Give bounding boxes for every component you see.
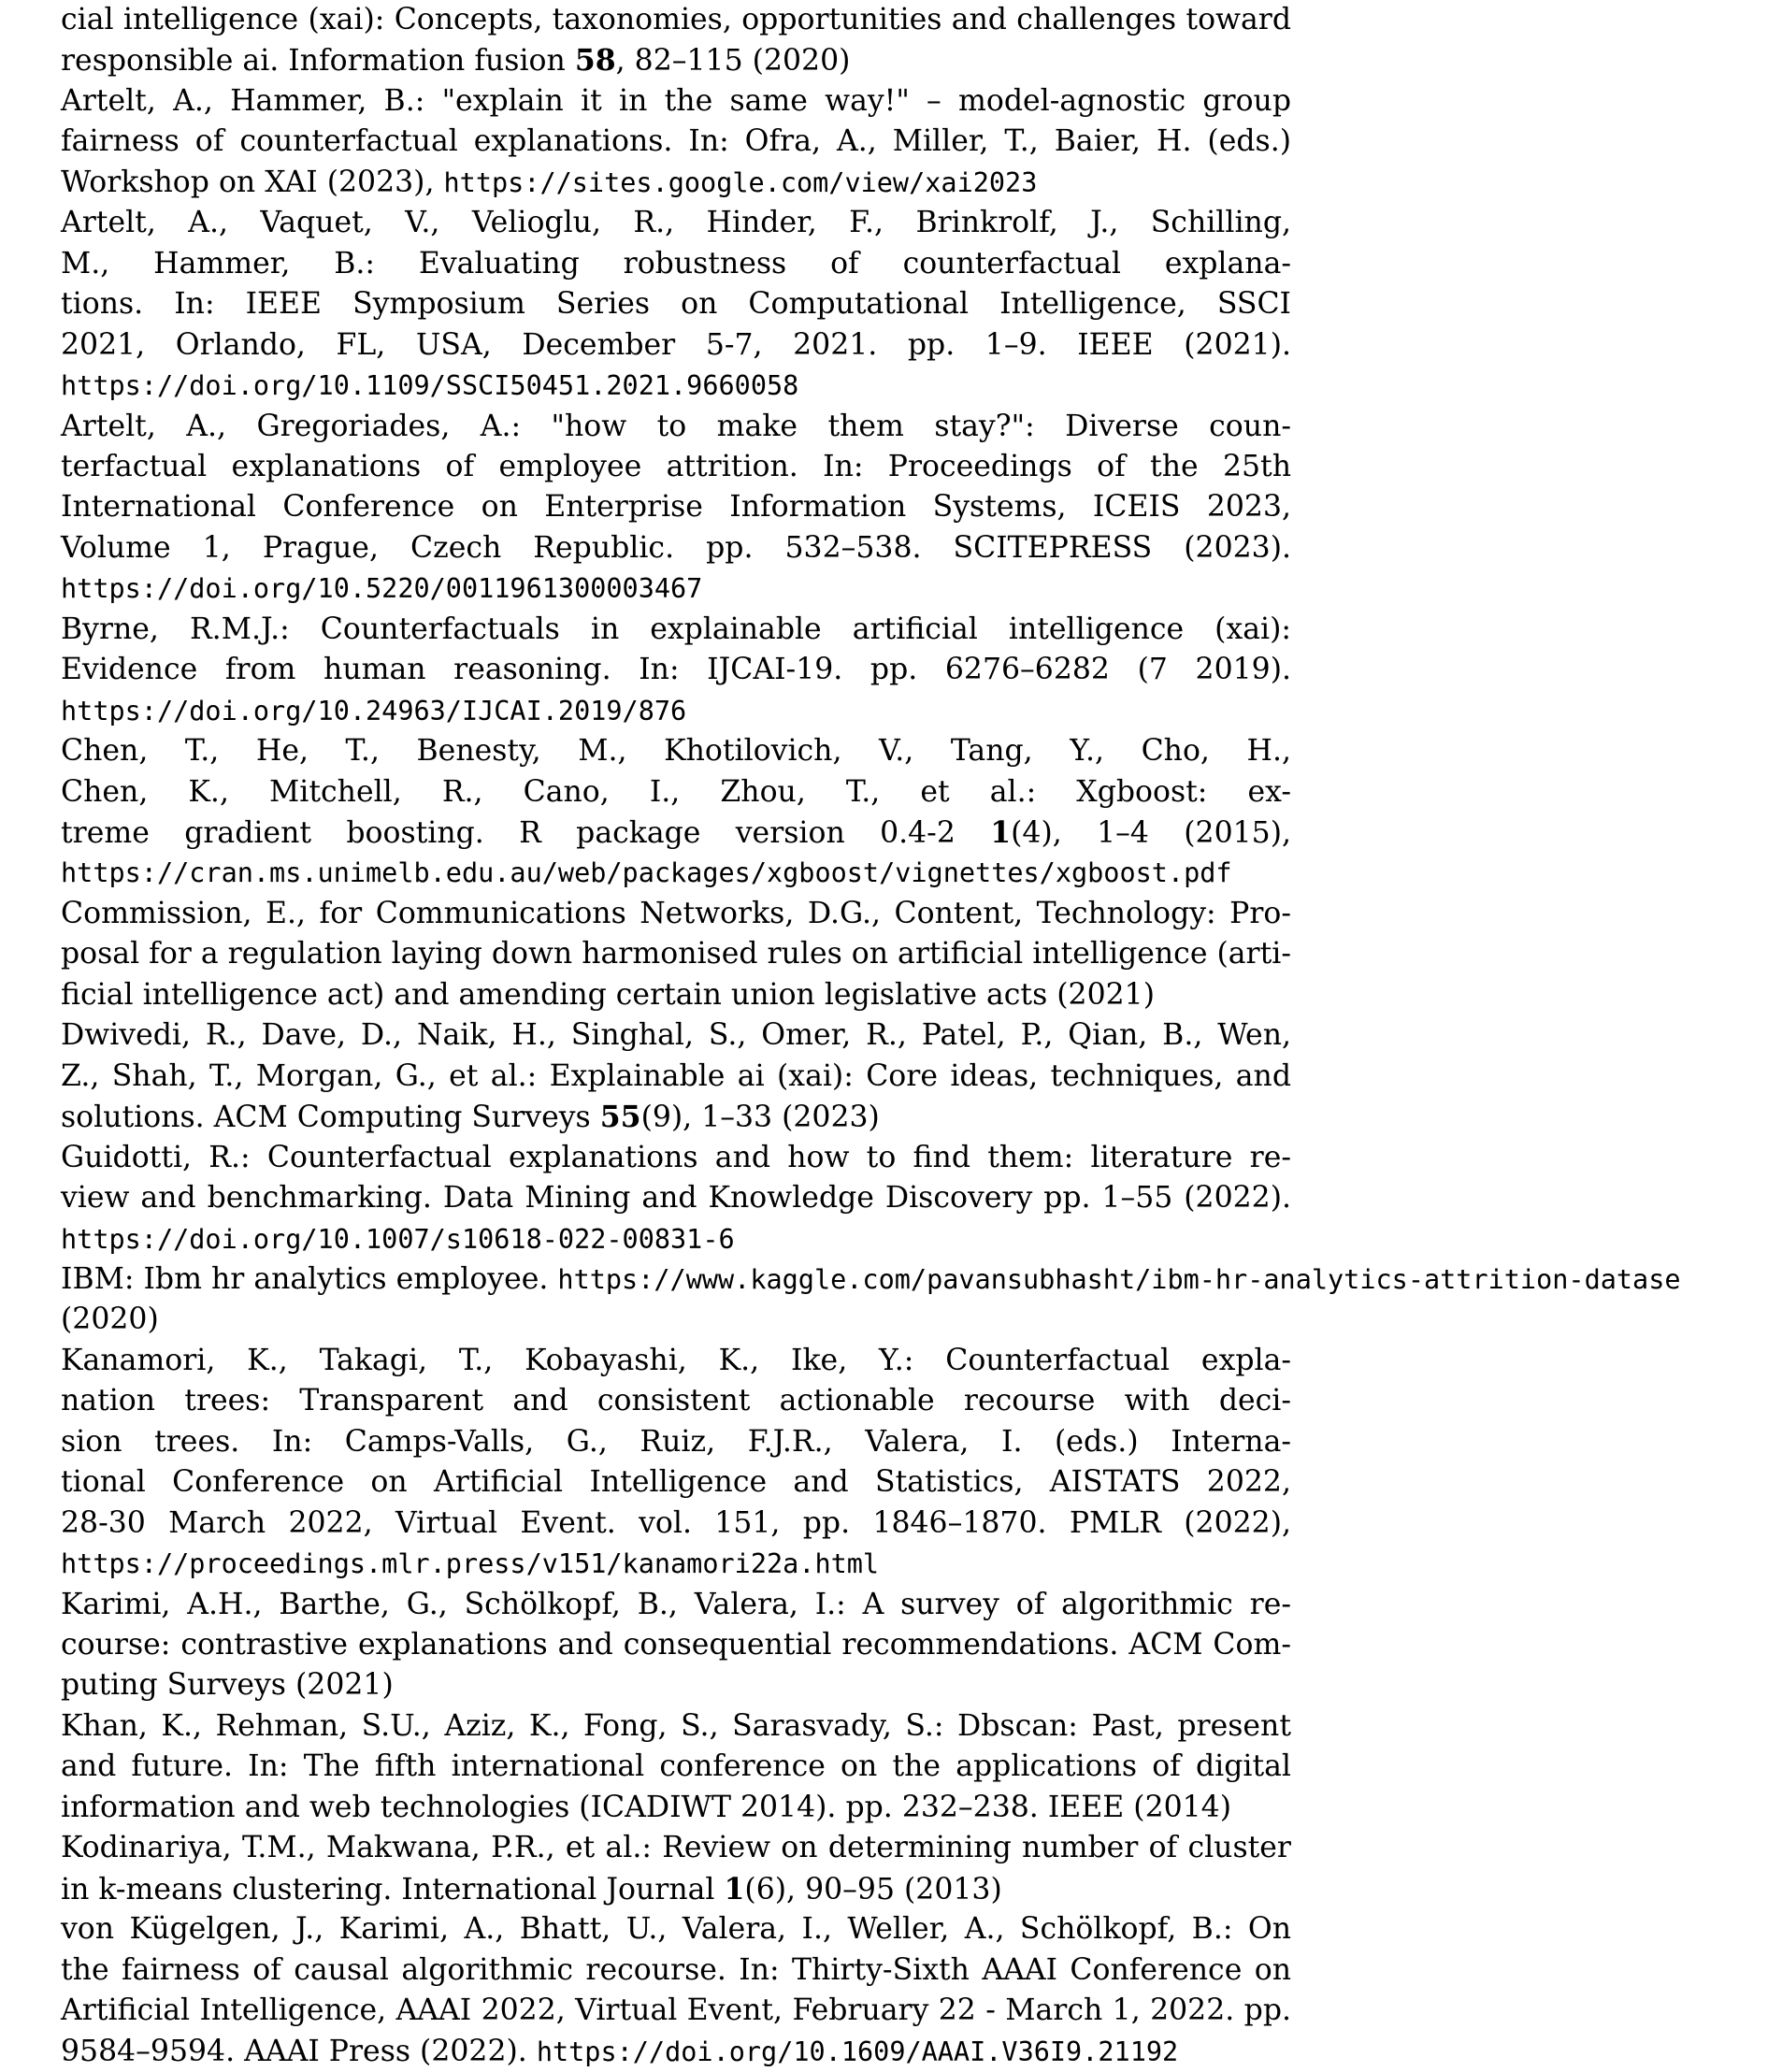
reference-text-segment: IBM: Ibm hr analytics employee. (61, 1262, 557, 1296)
reference-text (61, 772, 1291, 813)
reference-text-segment: Kodinariya, T.M., Makwana, P.R., et al.: Review on determining number of cluster (61, 1831, 1291, 1864)
reference-text (61, 1625, 1291, 1666)
reference-text (61, 1909, 1291, 1950)
reference-text-segment: Commission, E., for Communications Networks, D.G., Content, Technology: Pro- (61, 897, 1291, 930)
reference-text-segment: responsible ai. Information fusion (61, 44, 575, 78)
reference-text-segment: Volume 1, Prague, Czech Republic. pp. 532–538. SCITEPRESS (2023). (61, 531, 1291, 565)
reference-text-segment: 28-30 March 2022, Virtual Event. vol. 151, pp. 1846–1870. PMLR (2022), (61, 1506, 1291, 1540)
reference-text-segment: (6), 90–95 (2013) (744, 1873, 1001, 1907)
reference-text-segment: Khan, K., Rehman, S.U., Aziz, K., Fong, S., Sarasvady, S.: Dbscan: Past, present (61, 1709, 1291, 1743)
reference-text (61, 1869, 1291, 1911)
reference-text-segment: in k-means clustering. International Journal (61, 1873, 725, 1907)
reference-text (61, 1422, 1291, 1463)
reference-text-segment: (9), 1–33 (2023) (641, 1101, 880, 1134)
reference-link[interactable]: https://doi.org/10.1609/AAAI.V36I9.21192 (537, 2036, 1178, 2067)
reference-text (61, 1219, 1291, 1260)
reference-text (61, 325, 1291, 367)
reference-text (61, 813, 1291, 855)
reference-text-segment: tional Conference on Artificial Intelligence and Statistics, AISTATS 2022, (61, 1465, 1291, 1499)
reference-text-segment: Karimi, A.H., Barthe, G., Schölkopf, B., Valera, I.: A survey of algorithmic re- (61, 1588, 1291, 1621)
reference-text-segment: Chen, K., Mitchell, R., Cano, I., Zhou, T., et al.: Xgboost: ex- (61, 775, 1291, 809)
reference-text-segment: nation trees: Transparent and consistent actionable recourse with deci- (61, 1384, 1291, 1417)
reference-text (61, 40, 1291, 82)
reference-text-segment: solutions. ACM Computing Surveys (61, 1101, 600, 1134)
reference-text (61, 0, 1291, 41)
reference-text (61, 487, 1291, 528)
reference-text-segment: terfactual explanations of employee attrition. In: Proceedings of the 25th (61, 450, 1291, 483)
reference-text-segment: von Kügelgen, J., Karimi, A., Bhatt, U., Valera, I., Weller, A., Schölkopf, B.: On (61, 1912, 1291, 1946)
reference-text (61, 244, 1291, 285)
reference-text (61, 894, 1291, 935)
reference-text (61, 1706, 1291, 1748)
reference-text (61, 1259, 1681, 1301)
reference-text-segment: M., Hammer, B.: Evaluating robustness of counterfactual explana- (61, 247, 1291, 281)
reference-text (61, 568, 1291, 610)
reference-text (61, 1015, 1291, 1057)
reference-text (61, 407, 1291, 448)
reference-link[interactable]: https://proceedings.mlr.press/v151/kanamori22a.html (61, 1548, 879, 1579)
reference-text (61, 1665, 1291, 1706)
reference-link[interactable]: https://doi.org/10.1007/s10618-022-00831-6 (61, 1224, 735, 1255)
volume-number: 1 (990, 815, 1011, 850)
reference-text (61, 1097, 1291, 1139)
reference-text-segment: the fairness of causal algorithmic recourse. In: Thirty-Sixth AAAI Conference on (61, 1953, 1291, 1987)
reference-text (61, 528, 1291, 569)
reference-text (61, 691, 1291, 732)
reference-link[interactable]: https://doi.org/10.1109/SSCI50451.2021.9660058 (61, 370, 798, 401)
reference-text (61, 1138, 1291, 1179)
reference-text (61, 1504, 1291, 1545)
reference-text (61, 1341, 1291, 1382)
reference-text-segment: tions. In: IEEE Symposium Series on Computational Intelligence, SSCI (61, 287, 1291, 321)
reference-text-segment: Workshop on XAI (2023), (61, 165, 444, 199)
reference-text (61, 1462, 1291, 1504)
reference-text-segment: 2021, Orlando, FL, USA, December 5-7, 2021. pp. 1–9. IEEE (2021). (61, 328, 1291, 362)
reference-text (61, 731, 1291, 772)
reference-text-segment: Artificial Intelligence, AAAI 2022, Virtual Event, February 22 - March 1, 2022. pp. (61, 1993, 1291, 2027)
reference-text (61, 975, 1291, 1016)
reference-text (61, 1300, 1291, 1341)
reference-text-segment: treme gradient boosting. R package version 0.4-2 (61, 816, 990, 850)
reference-text-segment: information and web technologies (ICADIWT 2014). pp. 232–238. IEEE (2014) (61, 1791, 1231, 1824)
volume-number: 1 (725, 1872, 745, 1907)
reference-text-segment: Evidence from human reasoning. In: IJCAI-19. pp. 6276–6282 (7 2019). (61, 653, 1291, 686)
reference-text (61, 163, 1291, 204)
reference-text-segment: cial intelligence (xai): Concepts, taxonomies, opportunities and challenges toward (61, 3, 1291, 36)
reference-text (61, 934, 1291, 975)
reference-link[interactable]: https://doi.org/10.24963/IJCAI.2019/876 (61, 696, 686, 727)
reference-text (61, 1057, 1291, 1098)
reference-link[interactable]: https://www.kaggle.com/pavansubhasht/ibm-hr-analytics-attrition-datase (557, 1264, 1680, 1295)
reference-text (61, 284, 1291, 325)
reference-text (61, 1828, 1291, 1869)
reference-text-segment: Kanamori, K., Takagi, T., Kobayashi, K., Ike, Y.: Counterfactual expla- (61, 1344, 1291, 1377)
reference-text-segment: sion trees. In: Camps-Valls, G., Ruiz, F.J.R., Valera, I. (eds.) Interna- (61, 1425, 1291, 1459)
reference-text-segment: Artelt, A., Hammer, B.: "explain it in the same way!" – model-agnostic group (61, 84, 1291, 118)
reference-text (61, 366, 1291, 407)
reference-text-segment: Guidotti, R.: Counterfactual explanations and how to find them: literature re- (61, 1141, 1291, 1174)
reference-text (61, 650, 1291, 691)
reference-text-segment: Artelt, A., Vaquet, V., Velioglu, R., Hinder, F., Brinkrolf, J., Schilling, (61, 206, 1291, 239)
reference-text-segment: 9584–9594. AAAI Press (2022). (61, 2035, 537, 2068)
reference-text (61, 122, 1291, 163)
reference-link[interactable]: https://doi.org/10.5220/0011961300003467 (61, 573, 702, 604)
reference-text-segment: International Conference on Enterprise Information Systems, ICEIS 2023, (61, 490, 1291, 524)
reference-text-segment: posal for a regulation laying down harmonised rules on artificial intelligence (arti- (61, 937, 1291, 971)
reference-text-segment: and future. In: The fifth international conference on the applications of digital (61, 1749, 1291, 1783)
reference-text (61, 1991, 1291, 2032)
reference-text-segment: view and benchmarking. Data Mining and Knowledge Discovery pp. 1–55 (2022). (61, 1181, 1291, 1215)
reference-text-segment: , 82–115 (2020) (616, 44, 851, 78)
reference-text-segment: Artelt, A., Gregoriades, A.: "how to make them stay?": Diverse coun- (61, 410, 1291, 443)
reference-text (61, 1747, 1291, 1788)
reference-text-segment: course: contrastive explanations and consequential recommendations. ACM Com- (61, 1628, 1291, 1662)
reference-text-segment: (2020) (61, 1302, 159, 1336)
reference-text-segment: Z., Shah, T., Morgan, G., et al.: Explainable ai (xai): Core ideas, techniques, and (61, 1059, 1291, 1093)
reference-text (61, 2032, 1291, 2072)
reference-text (61, 447, 1291, 488)
reference-text (61, 853, 1232, 894)
reference-text (61, 1950, 1291, 1992)
reference-text (61, 81, 1291, 122)
reference-text-segment: Byrne, R.M.J.: Counterfactuals in explainable artificial intelligence (xai): (61, 612, 1291, 646)
reference-text (61, 1381, 1291, 1422)
reference-link[interactable]: https://cran.ms.unimelb.edu.au/web/packages/xgboost/vignettes/xgboost.pdf (61, 857, 1232, 888)
reference-text-segment: puting Surveys (2021) (61, 1668, 394, 1702)
volume-number: 58 (575, 43, 616, 78)
reference-text (61, 203, 1291, 244)
volume-number: 55 (600, 1100, 641, 1134)
reference-link[interactable]: https://sites.google.com/view/xai2023 (444, 167, 1038, 198)
reference-text (61, 610, 1291, 651)
reference-text (61, 1788, 1291, 1829)
reference-text-segment: fairness of counterfactual explanations. In: Ofra, A., Miller, T., Baier, H. (eds.) (61, 124, 1291, 158)
reference-text-segment: (4), 1–4 (2015), (1011, 816, 1291, 850)
reference-text (61, 1178, 1291, 1219)
reference-text (61, 1585, 1291, 1626)
reference-text-segment: ficial intelligence act) and amending certain union legislative acts (2021) (61, 978, 1155, 1012)
reference-text-segment: Dwivedi, R., Dave, D., Naik, H., Singhal, S., Omer, R., Patel, P., Qian, B., Wen, (61, 1018, 1291, 1052)
reference-text-segment: Chen, T., He, T., Benesty, M., Khotilovich, V., Tang, Y., Cho, H., (61, 734, 1291, 768)
reference-text (61, 1544, 1291, 1585)
